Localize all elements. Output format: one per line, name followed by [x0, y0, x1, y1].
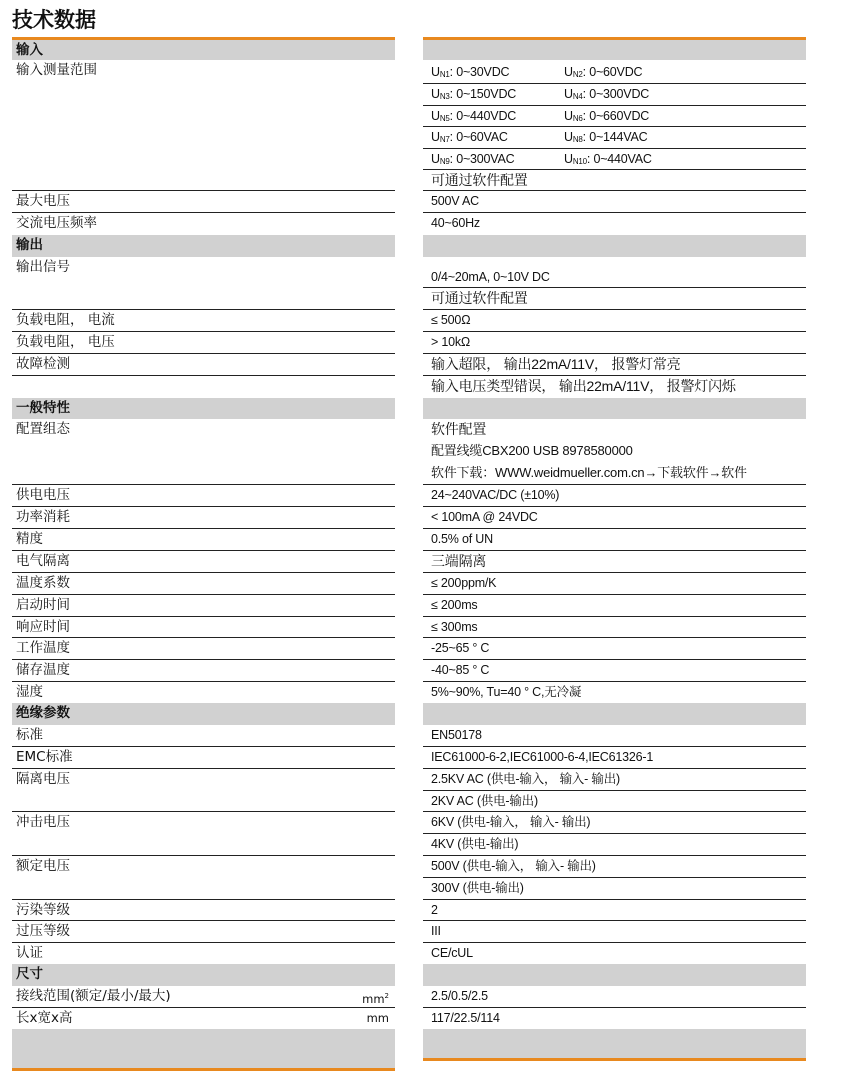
label-isolation: 电气隔离	[12, 551, 395, 573]
label-ac-frequency: 交流电压频率	[16, 215, 97, 231]
section-header-size-blank	[423, 964, 806, 986]
page-title: 技术数据	[12, 8, 96, 32]
value-output-signal: 0/4~20mA, 0~10V DC	[423, 267, 806, 288]
label-standard: 标准	[12, 725, 395, 747]
section-header-insulation-blank	[423, 703, 806, 725]
value-output-software: 可通过软件配置	[423, 288, 806, 310]
section-header-insulation: 绝缘参数	[12, 703, 395, 725]
value-fault-2: 输入电压类型错误， 输出22mA/11V， 报警灯闪烁	[431, 378, 736, 394]
value-supply-voltage: 24~240VAC/DC (±10%)	[423, 485, 806, 507]
label-cert: 认证	[16, 945, 43, 961]
value-software-config: 可通过软件配置	[423, 170, 806, 191]
value-humidity: 5%~90%, Tu=40 ° C,无冷凝	[431, 685, 582, 699]
section-header-general-blank	[423, 398, 806, 419]
label-op-temp: 工作温度	[12, 638, 395, 660]
value-config-1: 软件配置	[431, 421, 487, 437]
label-startup: 启动时间	[12, 595, 395, 617]
range-row: UN5: 0~440VDC UN6: 0~660VDC	[423, 106, 806, 127]
label-surge: 冲击电压	[12, 812, 395, 856]
value-surge-1: 6KV (供电-输入， 输入- 输出)	[423, 812, 806, 834]
value-max-voltage: 500V AC	[423, 191, 806, 213]
label-humidity: 湿度	[16, 684, 43, 700]
label-overvoltage: 过压等级	[12, 921, 395, 943]
section-header-input: 输入	[12, 40, 395, 60]
label-rated-voltage: 额定电压	[12, 856, 395, 900]
value-response: ≤ 300ms	[423, 617, 806, 638]
value-load-current: ≤ 500Ω	[423, 310, 806, 332]
value-ac-frequency: 40~60Hz	[431, 216, 480, 230]
label-supply-voltage: 供电电压	[12, 485, 395, 507]
value-config-2: 配置线缆CBX200 USB 8978580000	[431, 443, 633, 458]
label-load-current: 负载电阻， 电流	[12, 310, 395, 332]
value-rated-1: 500V (供电-输入， 输入- 输出)	[423, 856, 806, 878]
blank-row	[12, 376, 395, 398]
label-max-voltage: 最大电压	[12, 191, 395, 213]
value-storage-temp: -40~85 ° C	[423, 660, 806, 682]
value-overvoltage: III	[423, 921, 806, 943]
value-power: < 100mA @ 24VDC	[423, 507, 806, 529]
range-row: UN3: 0~150VDC UN4: 0~300VDC	[423, 84, 806, 106]
value-load-voltage: > 10kΩ	[423, 332, 806, 354]
label-power: 功率消耗	[12, 507, 395, 529]
value-pollution: 2	[423, 900, 806, 921]
value-rated-2: 300V (供电-输出)	[423, 878, 806, 900]
label-wire-range: 接线范围(额定/最小/最大) $mm^2$	[12, 986, 395, 1008]
label-load-voltage: 负载电阻， 电压	[12, 332, 395, 354]
section-header-input-blank	[423, 40, 806, 60]
section-header-size: 尺寸	[12, 964, 395, 986]
label-dims: 长x宽x高 mm	[16, 1010, 389, 1026]
spec-values-column	[423, 37, 806, 1061]
label-emc: EMC标准	[12, 747, 395, 769]
range-row: UN7: 0~60VAC UN8: 0~144VAC	[423, 127, 806, 149]
value-dims: 117/22.5/114	[431, 1011, 500, 1025]
label-config: 配置组态	[12, 419, 395, 485]
value-temp-coeff: ≤ 200ppm/K	[423, 573, 806, 595]
label-accuracy: 精度	[12, 529, 395, 551]
value-iso-2: 2KV AC (供电-输出)	[423, 791, 806, 812]
spec-labels-column	[12, 37, 395, 1071]
label-input-range: 输入测量范围	[12, 60, 395, 191]
label-response: 响应时间	[12, 617, 395, 638]
bottom-filler	[12, 1029, 395, 1068]
range-row: UN9: 0~300VAC UN10: 0~440VAC	[423, 149, 806, 170]
value-iso-1: 2.5KV AC (供电-输入， 输入- 输出)	[423, 769, 806, 791]
value-emc: IEC61000-6-2,IEC61000-6-4,IEC61326-1	[423, 747, 806, 769]
section-header-output-blank	[423, 235, 806, 257]
value-op-temp: -25~65 ° C	[423, 638, 806, 660]
value-cert: CE/cUL	[431, 946, 473, 960]
value-startup: ≤ 200ms	[423, 595, 806, 617]
value-config-3: 软件下载：WWW.weidmueller.com.cn→下载软件→软件	[423, 463, 806, 485]
value-isolation: 三端隔离	[423, 551, 806, 573]
bottom-accent-rule	[423, 1058, 806, 1061]
unit-mm: mm	[366, 1011, 389, 1025]
label-pollution: 污染等级	[12, 900, 395, 921]
label-storage-temp: 储存温度	[12, 660, 395, 682]
range-row: UN1: 0~30VDC UN2: 0~60VDC	[423, 62, 806, 84]
label-fault-detect: 故障检测	[12, 354, 395, 376]
section-header-output: 输出	[12, 235, 395, 257]
section-header-general: 一般特性	[12, 398, 395, 419]
label-output-signal: 输出信号	[12, 257, 395, 310]
value-wire-range: 2.5/0.5/2.5	[423, 986, 806, 1008]
unit-mm2: $mm^2$	[362, 991, 389, 1006]
value-surge-2: 4KV (供电-输出)	[423, 834, 806, 856]
bottom-filler	[423, 1029, 806, 1058]
value-accuracy: 0.5% of UN	[423, 529, 806, 551]
label-iso-voltage: 隔离电压	[12, 769, 395, 812]
value-standard: EN50178	[423, 725, 806, 747]
label-temp-coeff: 温度系数	[12, 573, 395, 595]
value-fault-1: 输入超限， 输出22mA/11V， 报警灯常亮	[423, 354, 806, 376]
